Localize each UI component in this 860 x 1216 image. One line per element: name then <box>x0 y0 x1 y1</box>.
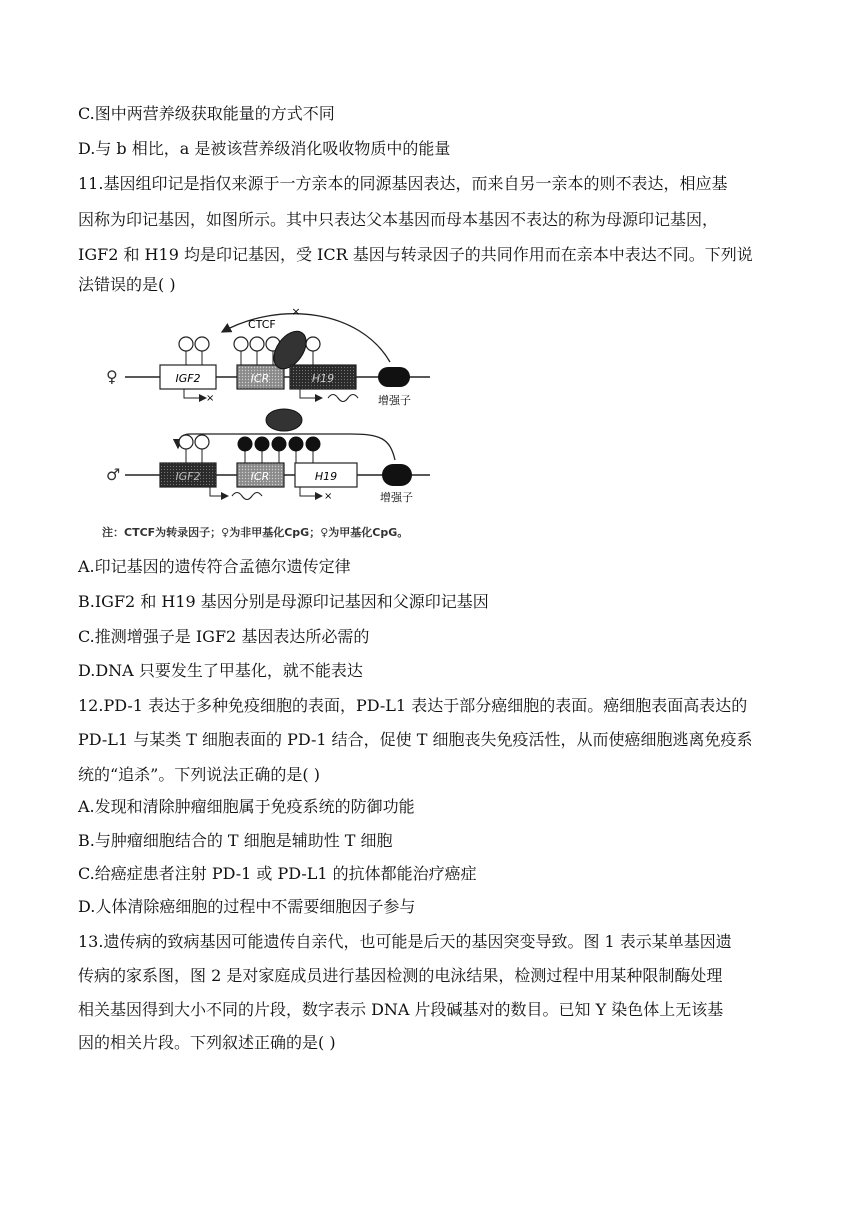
question-13-text-line-2: 传病的家系图，图 2 是对家庭成员进行基因检测的电泳结果，检测过程中用某种限制酶处理 <box>78 966 723 985</box>
icr-label-male: ICR <box>250 470 270 483</box>
female-symbol: ♀ <box>106 367 118 386</box>
option-d-q11: D.DNA 只要发生了甲基化，就不能表达 <box>78 661 363 680</box>
igf2-transcription-arrow-female <box>184 389 206 398</box>
option-a-q11: A.印记基因的遗传符合孟德尔遗传定律 <box>78 557 351 576</box>
h19-mrna-female <box>328 395 358 402</box>
blocked-mark-arc: × <box>291 305 301 318</box>
question-12-text-line-3: 统的“追杀”。下列说法正确的是( ) <box>78 765 320 784</box>
question-12-text-line-2: PD-L1 与某类 T 细胞表面的 PD-1 结合，促使 T 细胞丧失免疫活性，从而使癌细胞逃离免疫系 <box>78 730 753 749</box>
h19-label-female: H19 <box>311 372 335 385</box>
icr-label-female: ICR <box>250 372 270 385</box>
igf2-mrna-male <box>232 493 262 500</box>
option-c-q11: C.推测增强子是 IGF2 基因表达所必需的 <box>78 627 370 646</box>
option-d-q10: D.与 b 相比，a 是被该营养级消化吸收物质中的能量 <box>78 139 451 158</box>
option-b-q11: B.IGF2 和 H19 基因分别是母源印记基因和父源印记基因 <box>78 592 489 611</box>
ctcf-label: CTCF <box>248 318 276 331</box>
methylated-cpg-icr-male <box>238 437 321 464</box>
figure-note: 注：CTCF为转录因子；♀为非甲基化CpG；♀为甲基化CpG。 <box>102 526 409 539</box>
question-13-text-line-4: 因的相关片段。下列叙述正确的是( ) <box>78 1033 336 1052</box>
question-13-text-line-3: 相关基因得到大小不同的片段，数字表示 DNA 片段碱基对的数目。已知 Y 染色体上无该基 <box>78 1000 724 1019</box>
question-11-text-line-1: 11.基因组印记是指仅来源于一方亲本的同源基因表达，而来自另一亲本的则不表达，相应基 <box>78 174 728 193</box>
unmethylated-cpg-igf2-male <box>179 435 209 463</box>
igf2-label-female: IGF2 <box>175 372 201 385</box>
enhancer-loop-male <box>178 434 395 460</box>
h19-blocked-mark: × <box>324 491 333 502</box>
option-c-q12: C.给癌症患者注射 PD-1 或 PD-L1 的抗体都能治疗癌症 <box>78 864 477 883</box>
igf2-label-male: IGF2 <box>175 470 201 483</box>
male-symbol: ♂ <box>106 465 121 484</box>
question-11-text-line-3: IGF2 和 H19 均是印记基因，受 ICR 基因与转录因子的共同作用而在亲本中表达不同。下列说 <box>78 245 753 264</box>
enhancer-label-female: 增强子 <box>378 394 411 407</box>
imprinting-diagram <box>100 300 500 545</box>
enhancer-female <box>378 367 410 387</box>
option-a-q12: A.发现和清除肿瘤细胞属于免疫系统的防御功能 <box>78 797 415 816</box>
question-11-text-line-2: 因称为印记基因，如图所示。其中只表达父本基因而母本基因不表达的称为母源印记基因， <box>78 210 719 229</box>
question-11-text-line-4: 法错误的是( ) <box>78 275 176 294</box>
option-b-q12: B.与肿瘤细胞结合的 T 细胞是辅助性 T 细胞 <box>78 831 393 850</box>
option-d-q12: D.人体清除癌细胞的过程中不需要细胞因子参与 <box>78 897 416 916</box>
h19-transcription-arrow-female <box>300 389 322 398</box>
igf2-transcription-arrow-male <box>210 487 228 496</box>
h19-label-male: H19 <box>314 470 338 483</box>
enhancer-male <box>382 464 412 486</box>
question-12-text-line-1: 12.PD-1 表达于多种免疫细胞的表面，PD-L1 表达于部分癌细胞的表面。癌细胞表面高表达的 <box>78 696 748 715</box>
option-c-q10: C.图中两营养级获取能量的方式不同 <box>78 104 335 123</box>
question-13-text-line-1: 13.遗传病的致病基因可能遗传自亲代，也可能是后天的基因突变导致。图 1 表示某单基因遗 <box>78 932 732 951</box>
igf2-blocked-mark: × <box>206 393 215 404</box>
h19-transcription-arrow-male <box>300 487 322 496</box>
enhancer-label-male: 增强子 <box>380 491 413 504</box>
ctcf-free-male <box>266 409 302 431</box>
unmethylated-cpg-igf2-female <box>179 337 209 365</box>
